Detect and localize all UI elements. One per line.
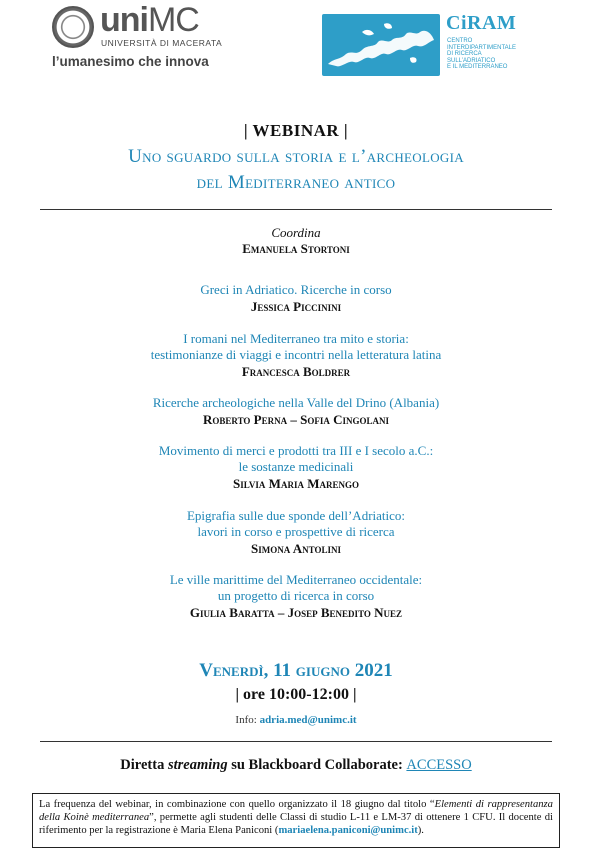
event-title-line1: Uno sguardo sulla storia e l’archeologia [128,146,464,167]
talk-6-title-line2: un progetto di ricerca in corso [217,588,375,603]
talk-5-speaker: Simona Antolini [251,541,341,556]
header [0,0,592,80]
ciram-line: CENTRO [447,38,473,44]
talk-4-title-line1: Movimento di merci e prodotti tra III e I secolo a.C.: [158,443,434,458]
talk-1-speaker: Jessica Piccinini [250,299,342,314]
ciram-line: E IL MEDITERRANEO [447,64,508,70]
ciram-title: CiRAM [446,12,517,34]
coordination-label: Coordina [271,225,321,240]
talk-2-speaker: Francesca Boldrer [241,364,351,379]
university-motto: l’umanesimo che innova [52,54,209,69]
talk-6-speaker: Giulia Baratta – Josep Benedito Nuez [189,605,403,620]
note-text: La frequenza del webinar, in combinazione con quello organizzato il 18 giugno dal titolo “ [39,799,435,810]
streaming-suffix: su Blackboard Collaborate: [231,757,403,773]
talk-3-speaker: Roberto Perna – Sofia Cingolani [203,412,389,427]
event-date: Venerdì, 11 giugno 2021 [199,660,393,681]
streaming-italic: streaming [167,757,228,773]
talk-1-title: Greci in Adriatico. Ricerche in corso [200,282,392,297]
info-line [0,714,592,726]
talk-5-title-line1: Epigrafia sulle due sponde dell’Adriatico: [186,508,406,523]
event-time: | ore 10:00-12:00 | [235,686,357,703]
note-title: Elementi di rappresentanza della Koinè mediterranea [39,799,553,823]
note-text: ). [417,825,424,836]
info-email-link[interactable]: adria.med@unimc.it [259,714,357,726]
ciram-line: SULL’ADRIATICO [447,57,496,64]
event-label: | WEBINAR | [243,121,349,140]
coordinator-name: Emanuela Stortoni [242,241,350,256]
divider [40,209,552,210]
ciram-map-logo [322,14,440,76]
university-seal-icon [52,6,94,48]
talk-5-title-line2: lavori in corso e prospettive di ricerca [197,524,395,539]
access-link[interactable]: ACCESSO [406,757,472,773]
university-name: UNIVERSITÀ DI MACERATA [101,38,223,48]
info-label: Info: [235,714,257,726]
note-text: ”, permette agli studenti delle Classi di studio L-11 e LM-37 di ottenere 1 CFU. Il docente di riferimento per la registrazione è Maria Elena Paniconi ( [39,812,553,836]
mediterranean-map-icon [322,14,440,76]
event-title-line2: del Mediterraneo antico [196,172,396,193]
note-email-link[interactable]: mariaelena.paniconi@unimc.it [278,825,418,836]
ciram-description [447,38,516,71]
talk-4-title-line2: le sostanze medicinali [238,459,354,474]
talk-6-title-line1: Le ville marittime del Mediterraneo occidentale: [169,572,423,587]
talk-2-title-line1: I romani nel Mediterraneo tra mito e storia: [183,331,409,346]
ciram-line: INTERDIPARTIMENTALE [447,44,517,51]
unimc-logo: uniMC [100,1,199,39]
credits-note [32,793,560,848]
streaming-line [0,757,592,774]
talk-3-title: Ricerche archeologiche nella Valle del Drino (Albania) [152,395,440,410]
streaming-prefix: Diretta [120,757,165,773]
ciram-line: DI RICERCA [447,51,482,57]
talk-4-speaker: Silvia Maria Marengo [233,476,359,491]
talk-2-title-line2: testimonianze di viaggi e incontri nella letteratura latina [150,347,442,362]
divider [40,741,552,742]
